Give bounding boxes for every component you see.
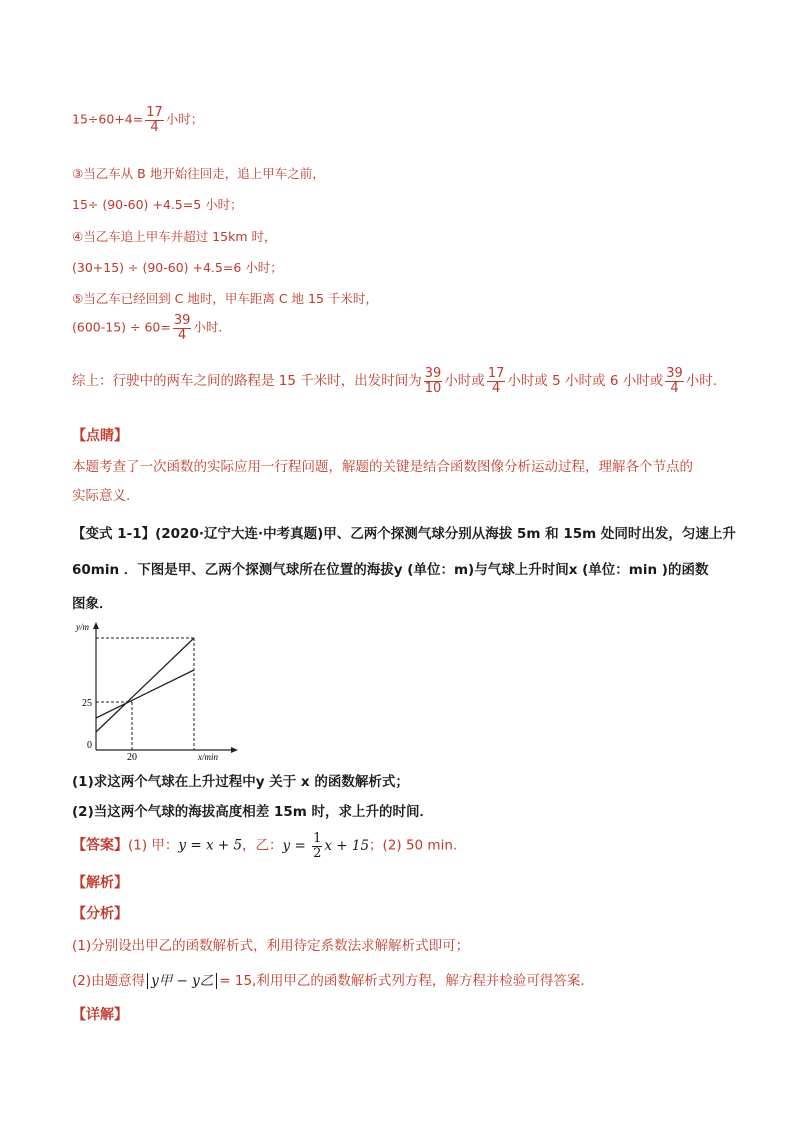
problem-line-1: 【变式 1-1】(2020·辽宁大连·中考真题)甲、乙两个探测气球分别从海拔 5m 和 15m 处同时出发，匀速上升 — [72, 526, 736, 542]
line-jia — [96, 638, 194, 732]
xiangjie-tag: 【详解】 — [72, 1007, 128, 1023]
y-axis-label: y/m — [76, 622, 89, 632]
fraction-17-4-b: $\frac{17}{4}$ — [487, 366, 505, 396]
problem-line-2: 60min ．下图是甲、乙两个探测气球所在位置的海拔y (单位：m)与气球上升时间x (单位：min )的函数 — [72, 562, 709, 578]
abs-expression: y甲 − y乙 — [147, 973, 217, 989]
fraction-39-4-b: $\frac{39}{4}$ — [666, 366, 683, 396]
line-6: ⑤当乙车已经回到 C 地时，甲车距离 C 地 15 千米时， — [72, 291, 378, 306]
question-2: (2)当这两个气球的海拔高度相差 15m 时，求上升的时间． — [72, 804, 433, 820]
fraction-17-4: $\frac{17}{4}$ — [146, 105, 163, 135]
problem-line-3: 图象． — [72, 596, 113, 612]
fenxi-tag: 【分析】 — [72, 906, 128, 922]
answer-eq-jia: y = x + 5 — [178, 837, 243, 854]
answer-eq-yi: y = $\frac{1}{2}$ x + 15 — [282, 831, 370, 861]
fenxi-line-2: (2)由题意得 y甲 − y乙 = 15,利用甲乙的函数解析式列方程，解方程并检验可得答案． — [72, 973, 594, 989]
line-7: (600-15) ÷ 60= $\frac{39}{4}$ 小时. — [72, 313, 223, 343]
x-tick-20: 20 — [127, 752, 137, 760]
y-tick-25: 25 — [82, 698, 92, 709]
line-4: ④当乙车追上甲车并超过 15km 时， — [72, 229, 277, 244]
line-1: 15÷60+4= $\frac{17}{4}$ 小时； — [72, 105, 204, 135]
fenxi-line-1: (1)分别设出甲乙的函数解析式，利用待定系数法求解解析式即可； — [72, 938, 470, 954]
dianjing-tag: 【点睛】 — [72, 428, 128, 444]
question-1: (1)求这两个气球在上升过程中y 关于 x 的函数解析式； — [72, 774, 409, 790]
line-3: 15÷ (90-60) +4.5=5 小时； — [72, 197, 243, 212]
jiexi-tag: 【解析】 — [72, 875, 128, 891]
fraction-39-4: $\frac{39}{4}$ — [173, 313, 191, 343]
x-axis-arrow-icon — [231, 747, 238, 753]
answer-line: 【答案】(1) 甲：y = x + 5，乙：y = $\frac{1}{2}$ x + 15；(2) 50 min. — [72, 831, 458, 861]
line-yi — [96, 670, 194, 718]
line-5: (30+15) ÷ (90-60) +4.5=6 小时； — [72, 260, 283, 275]
summary-line: 综上：行驶中的两车之间的路程是 15 千米时，出发时间为 $\frac{39}{10}$ 小时或 $\frac{17}{4}$ 小时或 5 小时或 6 小时或 $\frac{39}{4}$ 小时. — [72, 366, 718, 396]
dianjing-text-1: 本题考查了一次函数的实际应用一行程问题，解题的关键是结合函数图像分析运动过程，理解各个节点的 — [72, 459, 693, 475]
x-axis-label: x/min — [198, 752, 218, 760]
dianjing-text-2: 实际意义. — [72, 488, 131, 504]
fraction-39-10: $\frac{39}{10}$ — [424, 366, 442, 396]
line-2: ③当乙车从 B 地开始往回走，追上甲车之前， — [72, 166, 325, 181]
function-graph — [72, 618, 242, 760]
origin-label: 0 — [87, 740, 92, 751]
y-axis-arrow-icon — [93, 622, 99, 629]
